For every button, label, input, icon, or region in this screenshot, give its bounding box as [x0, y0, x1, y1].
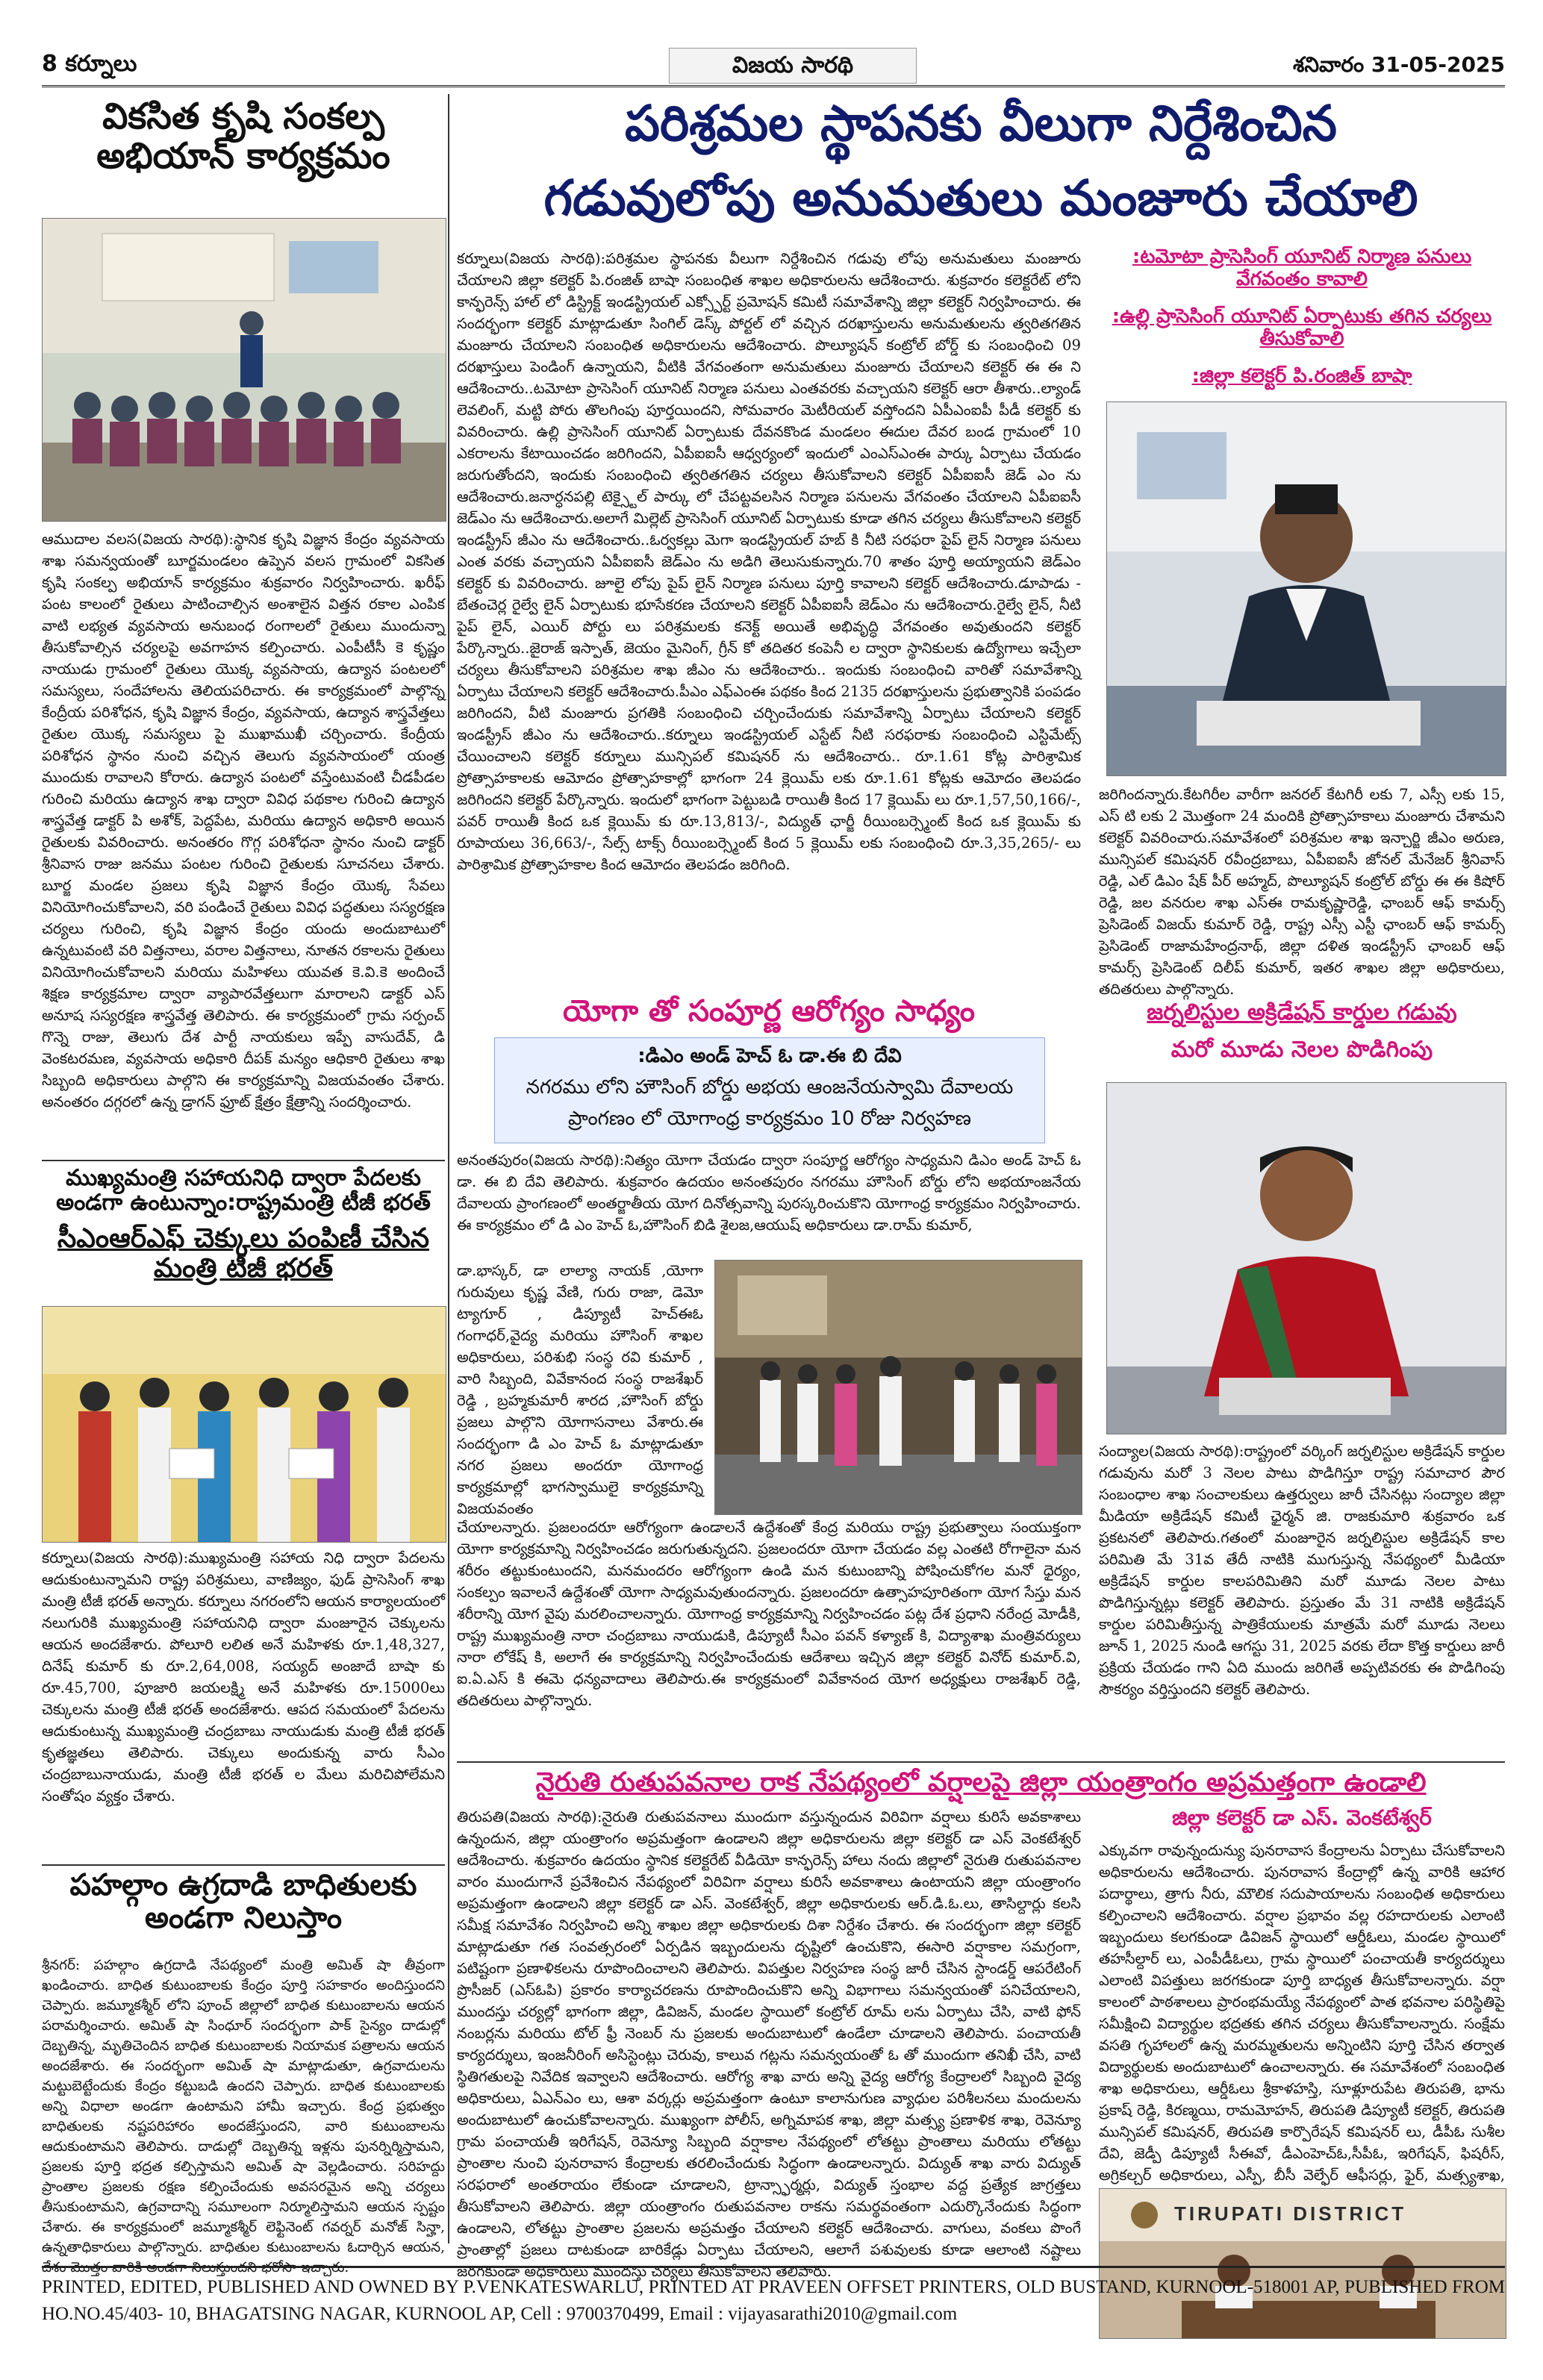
journalists-body: సంద్యాల(విజయ సారథి):రాష్ట్రంలో వర్కింగ్ జర్నలిస్టుల అక్రిడేషన్ కార్డుల గడువును మరో 3 నెలల పాటు పొడిగిస్తూ రాష్ట్ర సమాచార పౌర సంబంధాల శాఖ సంచాలకులు ఉత్తర్వులు జారీ చేసినట్లు సంద్యాల జిల్లా మీడియా అక్రిడేషన్ కమిటీ ఛైర్మన్ జి. రాజకుమారి శుక్రవారం ఒక ప్రకటనలో తెలిపారు.గతంలో మంజూరైన జర్నలిస్టుల అక్రిడేషన్ కాల పరిమితి మే 31వ తేదీ నాటికి ముగుస్తున్న నేపథ్యంలో మీడియా అక్రిడేషన్ కార్డుల కాలపరిమితిని మరో మూడు నెలల పాటు పొడిగిస్తున్నట్లు కలెక్టర్ తెలిపారు. ప్రస్తుతం మే 31 నాటికి అక్రిడేషన్ కార్డుల పరిమితీస్తున్న పాత్రికేయులకు మాత్రమే మరో మూడు నెలలు జూన్ 1, 2025 నుండి ఆగస్టు 31, 2025 వరకు లేదా కొత్త కార్డులు జారీ ప్రక్రియ చేయడం గాని ఏది ముందు జరిగితే అప్పటివరకు ఈ పొడిగింపు సౌకర్యం వర్తిస్తుందని కలెక్టర్ తెలిపారు.	[1099, 1443, 1505, 1698]
monsoon-subhead: జిల్లా కలెక్టర్ డా ఎస్. వెంకటేశ్వర్	[1172, 1805, 1432, 1830]
monsoon-body-left: తిరుపతి(విజయ సారథి):నైరుతి రుతుపవనాలు ముందుగా వస్తున్నందున విరివిగా వర్షాలు కురిసే అవకాశాలు ఉన్నందున, జిల్లా యంత్రాంగం అప్రమత్తంగా ఉండాలని జిల్లా అధికారులను జిల్లా కలెక్టర్ డా ఎస్ వెంకటేశ్వర్ ఆదేశించారు. శుక్రవారం ఉదయం స్థానిక కలెక్టరేట్ వీడియో కాన్ఫరెన్స్ హాలు నందు జిల్లాలో నైరుతి రుతుపవనాల వారం ముందుగానే ప్రవేశించిన నేపథ్యంలో విరివిగా వర్షాలు కురిసే అవకాశాలు ఉంటాయని జిల్లా యంత్రాంగం అప్రమత్తంగా ఉండాలని జిల్లా కలెక్టర్ డా ఎస్. వెంకటేశ్వర్, జిల్లా అధికారులకు ఆర్.డి.ఓ.లు, తాసిల్దార్లు కలసి సమీక్ష సమావేశం నిర్వహించి అన్ని శాఖల జిల్లా అధికారులకు దిశా నిర్దేశం చేశారు. ఈ సందర్భంగా జిల్లా కలెక్టర్ మాట్లాడుతూ గత సంవత్సరంలో ఏర్పడిన ఇబ్బందులను దృష్టిలో ఉంచుకొని, ఈసారి వర్షాకాల సమగ్రంగా, పటిష్టంగా ప్రణాళికలను రూపొందించాలని తెలిపారు. విపత్తుల నిర్వహణ సంస్థ జారీ చేసిన స్టాండర్డ్ ఆపరేటింగ్ ప్రొసీజర్ (ఎస్ఓపి) ప్రకారం కార్యాచరణను రూపొందించుకొని అన్ని విభాగాలు సమన్వయంతో పనిచేయాలని, ముందస్తు చర్యల్లో భాగంగా జిల్లా, డివిజన్, మండల స్థాయిలో కంట్రోల్ రూమ్ లను ఏర్పాటు చేసి, వాటి ఫోన్ నంబర్లను మరియు టోల్ ఫ్రీ నెంబర్ ను ప్రజలకు అందుబాటులో ఉండేలా చూడాలని తెలిపారు. పంచాయతీ కార్యదర్శులు, ఇంజనీరింగ్ అసిస్టెంట్లు చెరువు, కాలువ గట్లను సమన్వయంతో ఓ తో ముందుగా తనిఖీ చేసి, వాటి స్థితిగతులపై నివేదిక ఇవ్వాలని ఆదేశించారు. ఆరోగ్య శాఖ వారు అన్ని వైద్య ఆరోగ్య కేంద్రాలలో సిబ్బంది వైద్య అధికారులు, ఏఎన్ఎం లు, ఆశా వర్కర్లు అప్రమత్తంగా ఉంటూ కాలానుగుణ వ్యాధుల పరిశీలనలు మందులను అందుబాటులో ఉంచుకోవాలన్నారు. ముఖ్యంగా పోలీస్, అగ్నిమాపక శాఖ, జిల్లా మత్స్య ప్రణాళిక శాఖ, రెవెన్యూ గ్రామ పంచాయతీ ఇరిగేషన్, రెవెన్యూ సిబ్బంది వర్షాకాల నేపథ్యంలో లోతట్టు ప్రాంతాలు మరియు లోతట్టు ప్రాంతాల నుంచి పునరావాస కేంద్రాలకు తరలించేందుకు సిద్ధంగా ఉండాలన్నారు. విద్యుత్ శాఖ వారు విద్యుత్ సరఫరాలో అంతరాయం లేకుండా చూడాలని, ట్రాన్స్ఫార్మర్లు, విద్యుత్ స్తంభాల వద్ద ప్రత్యేక జాగ్రత్తలు తీసుకోవాలని తెలిపారు. జిల్లా యంత్రాంగం రుతుపవనాల రాకను సమర్థవంతంగా ఎదుర్కొనేందుకు సిద్ధంగా ఉండాలని, లోతట్టు ప్రాంతాల ప్రజలను అప్రమత్తం చేయాలని కలెక్టర్ ఆదేశించారు. వాగులు, వంకలు పొంగే ప్రాంతాల్లో ప్రజలు దాటకుండా బారికేడ్లు ఏర్పాటు చేయాలని, ఆలాగే పశువులకు కూడా ఆలాంటి నష్టాలు జరగకుండా అధికారులు ముందస్తు చర్యలు తీసుకోవాలని తెలిపారు.	[457, 1808, 1081, 2280]
yoga-headline: యోగా తో సంపూర్ణ ఆరోగ్యం సాధ్యం	[562, 994, 976, 1028]
story3-body: శ్రీనగర్: పహల్గాం ఉగ్రదాడి నేపథ్యంలో మంత్రి అమిత్ షా తీవ్రంగా ఖండించారు. బాధిత కుటుంబాలకు కేంద్రం పూర్తి సహకారం అందిస్తుందని చెప్పారు. జమ్మూకశ్మీర్ లోని పూంచ్ జిల్లాలో బాధిత కుటుంబాలను ఆయన పరామర్శించారు. అమిత్ షా సింధూర్ సందర్భంగా పాక్ సైన్యం దాడుల్లో దెబ్బతిన్న, మృతిచెందిన బాధిత కుటుంబాలకు నియామక పత్రాలను ఆయన అందజేశారు. ఈ సందర్భంగా అమిత్ షా మాట్లాడుతూ, ఉగ్రవాదులను మట్టుబెట్టేందుకు కేంద్రం కట్టుబడి ఉందని చెప్పారు. బాధిత కుటుంబాలకు అన్ని విధాలా అండగా ఉంటామని హామీ ఇచ్చారు. కేంద్ర ప్రభుత్వం బాధితులకు నష్టపరిహారం అందజేస్తుందని, వారి కుటుంబాలను ఆదుకుంటామని తెలిపారు. దాడుల్లో దెబ్బతిన్న ఇళ్లను పునర్నిర్మిస్తామని, ప్రజలకు పూర్తి భద్రత కల్పిస్తామని అమిత్ షా వెల్లడించారు. సరిహద్దు ప్రాంతాల ప్రజలకు రక్షణ కల్పించేందుకు అవసరమైన అన్ని చర్యలు తీసుకుంటామని, ఉగ్రవాదాన్ని సమూలంగా నిర్మూలిస్తామని ఆయన స్పష్టం చేశారు. ఈ కార్యక్రమంలో జమ్మూకశ్మీర్ లెఫ్టినెంట్ గవర్నర్ మనోజ్ సిన్హా, ఉన్నతాధికారులు పాల్గొన్నారు. బాధితుల కుటుంబాలను ఓదార్చిన ఆయన, దేశం మొత్తం వారికి అండగా నిలుస్తుందని భరోసా ఇచ్చారు.	[42, 1958, 445, 2276]
yoga-box-line3: ప్రాంగణం లో యోగాంధ్ర కార్యక్రమం 10 రోజు నిర్వహణ	[567, 1108, 971, 1130]
yoga-box-line2: నగరము లోని హౌసింగ్ బోర్డు అభయ ఆంజనేయస్వామి దేవాలయ	[526, 1076, 1014, 1099]
yoga-photo	[714, 1260, 1082, 1515]
page-label: 8 కర్నూలు	[42, 51, 137, 77]
tirupati-sign: TIRUPATI DISTRICT	[1174, 2202, 1407, 2225]
yoga-box	[494, 1037, 1045, 1143]
issue-date: శనివారం 31-05-2025	[1292, 52, 1505, 77]
story2-headline-top: ముఖ్యమంత్రి సహాయనిధి ద్వారా పేదలకు అండగా ఉంటున్నాం:రాష్ట్రమంత్రి టీజీ భరత్	[56, 1165, 431, 1216]
official-portrait-image	[1107, 1083, 1506, 1434]
right-rule	[457, 1761, 1505, 1763]
monsoon-body-right: ఎక్కువగా రావున్నందున్యు పునరావాస కేంద్రాలను ఏర్పాటు చేసుకోవాలని అధికారులను ఆదేశించారు. పునరావాస కేంద్రాల్లో ఉన్న వారికి ఆహార పదార్థాలు, త్రాగు నీరు, మౌలిక సదుపాయాలను సంబంధిత అధికారులు కల్పించాలని ఆదేశించారు. వర్షాల ప్రభావం వల్ల రహదారులకు ఎలాంటి ఇబ్బందులు కలగకుండా డివిజన్ స్థాయిలో ఆర్డీఓలు, మండల స్థాయిలో తహసీల్దార్ లు, ఎంపీడీఓలు, గ్రామ స్థాయిలో పంచాయతీ కార్యదర్శులు ఎలాంటి విపత్తులు జరగకుండా పూర్తి బాధ్యత తీసుకోవాలన్నారు. వర్షా కాలంలో పాఠశాలలు ప్రారంభమయ్యే నేపథ్యంలో పాత భవనాల పరిస్థితిపై సమీక్షించి విద్యార్థుల భద్రతకు తగిన చర్యలు తీసుకోవాలన్నారు. సంక్షేమ వసతి గృహాలలో ఉన్న మరమ్మతులను అన్నింటిని పూర్తి చేసిన తర్వాత విద్యార్థులకు అందుబాటులో ఉంచాలన్నారు. ఈ సమావేశంలో సంబంధిత శాఖ అధికారులు, ఆర్డీఓలు శ్రీకాళహస్తి, సూళ్లూరుపేట తిరుపతి, భాను ప్రకాష్ రెడ్డి, కిరణ్మయి, రామమోహన్, తిరుపతి డిప్యూటీ కలెక్టర్, తిరుపతి మున్సిపల్ కమిషనర్, తిరుపతి కార్పొరేషన్ కమిషనర్ లు, డీపీఓ సుశీల దేవి, జెడ్పీ డిప్యూటీ సీఈవో, డీఎంహెచ్ఓ,సీపీఓ, ఇరిగేషన్, ఫిషరీస్, అగ్రికల్చర్ అధికారులు, ఎస్పీ, బీసీ వెల్ఫేర్ ఆఫీసర్లు, ఫైర్, మత్స్యశాఖ,	[1099, 1842, 1505, 2184]
right-column	[457, 90, 1505, 2280]
monsoon-headline: నైరుతి రుతుపవనాల రాక నేపథ్యంలో వర్షాలపై జిల్లా యంత్రాంగం అప్రమత్తంగా ఉండాలి	[535, 1767, 1427, 1798]
story1-headline: వికసిత కృషి సంకల్ప అభియాన్ కార్యక్రమం	[96, 96, 390, 177]
imprint-footer: PRINTED, EDITED, PUBLISHED AND OWNED BY P.VENKATESWARLU, PRINTED AT PRAVEEN OFFSET PRINTERS, OLD BUSTAND, KURNOOL-518001 AP, PUBLISHED FROM HO.NO.45/403- 10, BHAGATSING NAGAR, KURNOOL AP, Cell : 9700370499, Email : vijayasarathi2010@gmail.com	[42, 2266, 1505, 2328]
journalists-photo	[1106, 1082, 1506, 1434]
collector-portrait-image	[1107, 402, 1506, 775]
yoga-body-top: అనంతపురం(విజయ సారథి):నిత్యం యోగా చేయడం ద్వారా సంపూర్ణ ఆరోగ్యం సాధ్యమని డిఎం అండ్ హెచ్ ఓ డా. ఈ బి దేవి తెలిపారు. శుక్రవారం ఉదయం అనంతపురం నగరము హౌసింగ్ బోర్డు లోని అభయాంజనేయ దేవాలయ ప్రాంగణంలో అంతర్జాతీయ యోగ దినోత్సవాన్ని పురస్కరించుకొని యోగాంధ్ర కార్యక్రమం నిర్వహించారు. ఈ కార్యక్రమం లో డి ఎం హెచ్ ఓ,హౌసింగ్ బిడి శైలజ,ఆయుష్ అధికారులు డా.రామ్ కుమార్,	[457, 1152, 1081, 1234]
story2-headline-main: సీఎంఆర్ఎఫ్ చెక్కులు పంపిణీ చేసిన మంత్రి టీజీ భరత్	[57, 1223, 429, 1284]
farmers-meeting-image	[43, 219, 446, 521]
masthead: విజయ సారథి	[669, 48, 917, 84]
journalists-headline-1: జర్నలిస్టుల అక్రిడేషన్ కార్డుల గడువు	[1147, 999, 1457, 1025]
lead-headline-line2: గడువులోపు అనుమతులు మంజూరు చేయాలి	[543, 169, 1418, 227]
cheque-distribution-image	[43, 1307, 446, 1542]
yoga-body-bottom: చేయాలన్నారు. ప్రజలందరూ ఆరోగ్యంగా ఉండాలనే ఉద్దేశంతో కేంద్ర మరియు రాష్ట్ర ప్రభుత్వాలు సంయుక్తంగా యోగా కార్యక్రమాన్ని నిర్వహించడం జరుగుతున్నదని. ప్రజలందరూ యోగా చేయడం వల్ల ఎంతటి రోగాలైనా మన శరీరం తట్టుకుంటుందని, మనమందరం ఆరోగ్యంగా ఉండి మన కుటుంబాన్ని పోషించుకోగల మనో ధైర్యం, సంకల్పం ఇవాలనే ఉద్దేశంతో యోగా సాధ్యమవుతుందన్నారు. ప్రజలందరూ ఉత్సాహపూరితంగా యోగ సేస్తు మన శరీరాన్ని యోగ వైపు మరలించాలన్నారు. యోగాంధ్ర కార్యక్రమాన్ని నిర్వహించడం పట్ల దేశ ప్రధాని నరేంద్ర మోడీకి, రాష్ట్ర ముఖ్యమంత్రి నారా చంద్రబాబు నాయుడుకి, డిప్యూటీ సీఎం పవన్ కళ్యాణ్ కి, విద్యాశాఖ మంత్రివర్యులు నారా లోకేష్ కి, అలాగే ఈ కార్యక్రమాన్ని నిర్వహించేందుకు ఆదేశాలు ఇచ్చిన జిల్లా కలెక్టర్ వినోద్ కుమార్.వి, ఐ.ఏ.ఎస్ కి ఈమె ధన్యవాదాలు తెలిపారు.ఈ కార్యక్రమంలో వివేకానంద యోగ అధ్యక్షులు రాజశేఖర్ రెడ్డి, తదితరులు పాల్గొన్నారు.	[457, 1519, 1081, 1709]
left-rule-1	[42, 1160, 445, 1161]
lead-subhead-1: :టమోటా ప్రాసెసింగ్ యూనిట్ నిర్మాణ పనులు వేగవంతం కావాలి	[1132, 246, 1472, 290]
lead-body: కర్నూలు(విజయ సారథి):పరిశ్రమల స్థాపనకు వీలుగా నిర్దేశించిన గడువు లోపు అనుమతులు మంజూరు చేయాలని జిల్లా కలెక్టర్ పి.రంజిత్ బాషా సంబంధిత శాఖల అధికారులను ఆదేశించారు. శుక్రవారం కలెక్టరేట్ లోని కాన్ఫరెన్స్ హాల్ లో డిస్ట్రిక్ట్ ఇండస్ట్రియల్ ఎక్స్పోర్ట్ ప్రమోషన్ కమిటీ సమావేశాన్ని జిల్లా కలెక్టర్ నిర్వహించారు. ఈ సందర్భంగా కలెక్టర్ మాట్లాడుతూ సింగిల్ డెస్క్ పోర్టల్ లో వచ్చిన దరఖాస్తులను అనుమతులను త్వరితగతిన మంజూరు చేయాలని సంబంధిత అధికారులను ఆదేశించారు. పొల్యూషన్ కంట్రోల్ బోర్డ్ కు సంబంధించి 09 దరఖాస్తులు పెండింగ్ ఉన్నాయని, వీటికి వేగవంతంగా అనుమతులు మంజూరు చేయాలని కలెక్టర్ ఈ ఈ ని ఆదేశించారు..టమోటా ప్రాసెసింగ్ యూనిట్ నిర్మాణ పనులు ఎంతవరకు వచ్చాయని కలెక్టర్ ఆరా తీశారు..ల్యాండ్ లెవలింగ్, మట్టి పోరు తొలగింపు పూర్తయిందని, సోమవారం మెటీరియల్ వస్తోందని ఏపీఎంఐపీ పీడీ కలెక్టర్ కు వివరించారు. ఉల్లి ప్రాసెసింగ్ యూనిట్ ఏర్పాటుకు దేవనకొండ మండలం ఈదుల దేవర బండ గ్రామంలో 10 ఎకరాలను కేటాయించడం జరిగిందని, ఏపీఐఐసీ ఆధ్వర్యంలో ఇందులో ఎంఎస్ఎంఈ పార్కు ఏర్పాటు చేయడం జరుగుతోందని, ఇందుకు సంబంధించి త్వరితగతిన చర్యలు తీసుకోవాలని కలెక్టర్ ఏపీఐఐసీ జెడ్ ఎం ను ఆదేశించారు.జనార్ధనపల్లి టెక్స్టైల్ పార్కు లో చేపట్టవలసిన నిర్మాణ పనులను వేగవంతం చేయాలని ఏపీఐఐసీ జెడ్ఎం ను ఆదేశించారు.అలాగే మిల్లెట్ ప్రాసెసింగ్ యూనిట్ ఏర్పాటుకు కూడా తగిన చర్యలు తీసుకోవాలని కలెక్టర్ ఇండస్ట్రీస్ జీఎం ను ఆదేశించారు..ఓర్వకల్లు మెగా ఇండస్ట్రియల్ హబ్ కి నీటి సరఫరా పైప్ లైన్ నిర్మాణ పనులు ఎంత వరకు వచ్చాయని ఏపీఐఐసీ జెడ్ఎం ను అడిగి తెలుసుకున్నారు.70 శాతం పూర్తి అయ్యాయని జెడ్ఎం కలెక్టర్ కు వివరించారు. జూలై లోపు పైప్ లైన్ నిర్మాణ పనులు పూర్తి కావాలని కలెక్టర్ ఆదేశించారు.డూపాడు - బేతంచెర్ల రైల్వే లైన్ ఏర్పాటుకు భూసేకరణ చేయాలని కలెక్టర్ ఏపీఐఐసీ జెడ్ఎం ను ఆదేశించారు.రైల్వే లైన్, నీటి పైప్ లైన్, ఎయిర్ పోర్టు లు పరిశ్రమలకు కనెక్ట్ అయితే అభివృద్ధి వేగవంతం అవుతుందని కలెక్టర్ పేర్కొన్నారు..జైరాజ్ ఇస్పాత్, జెయం మైనింగ్, గ్రీన్ కో తదితర కంపెనీ ల ద్వారా స్థానికులకు ఉద్యోగాలు ఇచ్చేలా చర్యలు తీసుకోవాలని పరిశ్రమల శాఖ జీఎం ను ఆదేశించారు.. ఇందుకు సంబంధించి వారితో సమావేశాన్ని ఏర్పాటు చేయాలని కలెక్టర్ ఆదేశించారు.పీఎం ఎఫ్ఎంఈ పథకం కింద 2135 దరఖాస్తులను ప్రభుత్వానికి పంపడం జరిగిందని, వీటి మంజూరు ప్రగతికి సంబంధించి చర్చించేందుకు సమావేశాన్ని ఏర్పాటు చేయాలని కలెక్టర్ ఇండస్ట్రీస్ జీఎం ను ఆదేశించారు..కర్నూలు ఇండస్ట్రియల్ ఎస్టేట్ నీటి సరఫరాకు సంబంధించి ఎస్టిమేట్స్ చేయించాలని కలెక్టర్ కర్నూలు మున్సిపల్ కమిషనర్ ను ఆదేశించారు.. రూ.1.61 కోట్ల పారిశ్రామిక ప్రోత్సాహకాలకు ఆమోదం ప్రోత్సాహకాల్లో భాగంగా 24 క్లెయిమ్ లకు రూ.1.61 కోట్లకు ఆమోదం తెలపడం జరిగిందని కలెక్టర్ పేర్కొన్నారు. ఇందులో భాగంగా పెట్టుబడి రాయితీ కింద 17 క్లెయిమ్ లు రూ.1,57,50,166/-, పవర్ రాయితీ కింద ఒక క్లెయిమ్ కు రూ.13,813/-, విద్యుత్ ఛార్జీ రీయింబర్స్మెంట్ కింద ఒక క్లెయిమ్ కు రూపాయలు 36,663/-, సేల్స్ టాక్స్ రీయింబర్స్మెంట్ కింద 5 క్లెయిమ్ లకు సంబంధించి రూ.3,35,265/- లు పారిశ్రామిక ప్రోత్సాహకాల కింద ఆమోదం తెలపడం జరిగింది.	[457, 250, 1081, 873]
column-divider	[448, 94, 449, 2243]
story2-photo	[42, 1306, 446, 1543]
collector-photo	[1106, 402, 1506, 776]
lead-subhead-3: :జిల్లా కలెక్టర్ పి.రంజిత్ బాషా	[1191, 365, 1412, 387]
lead-side-body: జరిగిందన్నారు.కేటగిరీల వారీగా జనరల్ కేటగిరీ లకు 7, ఎస్సీ లకు 15, ఎస్ టి లకు 2 మొత్తంగా 24 మందికి ప్రోత్సాహకాలు మంజూరు చేశామని కలెక్టర్ వివరించారు.సమావేశంలో పరిశ్రమల శాఖ ఇన్చార్జి జీఎం అరుణ, మున్సిపల్ కమిషనర్ రవీంద్రబాబు, ఏపీఐఐసీ జోనల్ మేనేజర్ శ్రీనివాస్ రెడ్డి, ఎల్ డిఎం షేక్ పీర్ అహ్మద్, పొల్యూషన్ కంట్రోల్ బోర్డు ఈ ఈ కిషోర్ రెడ్డి, జల వనరుల శాఖ ఎస్ఈ రామకృష్ణారెడ్డి, ఛాంబర్ ఆఫ్ కామర్స్ ప్రెసిడెంట్ విజయ్ కుమార్ రెడ్డి, రాష్ట్ర ఎస్సీ ఎస్టీ ఛాంబర్ ఆఫ్ కామర్స్ ప్రెసిడెంట్ రాజామహేంద్రనాథ్, జిల్లా దళిత ఇండస్ట్రీస్ ఛాంబర్ ఆఫ్ కామర్స్ ప్రెసిడెంట్ దిలీప్ కుమార్, ఇతర శాఖల జిల్లా అధికారులు, తదితరులు పాల్గొన్నారు.	[1099, 786, 1505, 998]
lead-subhead-2: :ఉల్లి ప్రాసెసింగ్ యూనిట్ ఏర్పాటుకు తగిన చర్యలు తీసుకోవాలి	[1112, 305, 1492, 350]
left-column	[42, 90, 445, 2276]
journalists-headline-2: మరో మూడు నెలల పొడిగింపు	[1171, 1037, 1433, 1063]
story2-body: కర్నూలు(విజయ సారథి):ముఖ్యమంత్రి సహాయ నిధి ద్వారా పేదలను ఆదుకుంటున్నామని రాష్ట్ర పరిశ్రమలు, వాణిజ్యం, ఫుడ్ ప్రాసెసింగ్ శాఖ మంత్రి టీజీ భరత్ అన్నారు. కర్నూలు నగరంలోని ఆయన కార్యాలయంలో నలుగురికి ముఖ్యమంత్రి సహాయనిధి ద్వారా మంజూరైన చెక్కులను ఆయన అందజేశారు. పోలూరి లలిత అనే మహిళకు రూ.1,48,327, దినేష్ కుమార్ కు రూ.2,64,008, సయ్యద్ అంజాదే బాషా కు రూ.45,700, పూజారి జయలక్ష్మి అనే మహిళకు రూ.15000లు చెక్కులను మంత్రి టీజీ భరత్ అందజేశారు. ఆపద సమయంలో పేదలను ఆదుకుంటున్న ముఖ్యమంత్రి చంద్రబాబు నాయుడుకు మంత్రి టీజీ భరత్ కృతజ్ఞతలు తెలిపారు. చెక్కులు అందుకున్న వారు సీఎం చంద్రబాబునాయుడు, మంత్రి టీజీ భరత్ ల మేలు మరిచిపోలేమని సంతోషం వ్యక్తం చేశారు.	[42, 1549, 445, 1805]
yoga-event-image	[715, 1261, 1082, 1514]
page-header	[42, 48, 1505, 87]
lead-headline-line1: పరిశ్రమల స్థాపనకు వీలుగా నిర్దేశించిన	[625, 95, 1337, 152]
story3-headline: పహల్గాం ఉగ్రదాడి బాధితులకు అండగా నిలుస్తాం	[69, 1868, 417, 1935]
yoga-body-left: డా.భాస్కర్, డా లాల్యా నాయక్ ,యోగా గురువులు కృష్ణ వేణి, గురు రాజా, డెమో ట్యాగూర్ , డిప్యూటీ హెచ్ఈఓ గంగాధర్,వైద్య మరియు హౌసింగ్ శాఖల అధికారులు, పరిశుభి సంస్థ రవి కుమార్ , వారి సిబ్బంది, వివేకానంద సంస్థ రాజశేఖర్ రెడ్డి , బ్రహ్మకుమారీ శారద ,హౌసింగ్ బోర్డు ప్రజలు పాల్గొని యోగాసనాలు వేశారు.ఈ సందర్భంగా డి ఎం హెచ్ ఓ మాట్లాడుతూ నగర ప్రజలు అందరూ యోగాంధ్ర కార్యక్రమాల్లో భాగస్వాములై కార్యక్రమాన్ని విజయవంతం	[457, 1262, 703, 1517]
left-rule-2	[42, 1864, 445, 1866]
story1-photo	[42, 218, 446, 522]
story1-body: ఆముదాల వలస(విజయ సారథి):స్థానిక కృషి విజ్ఞాన కేంద్రం వ్యవసాయ శాఖ సమన్వయంతో బూర్జమండలం ఉప్పెన వలస గ్రామంలో వికసిత కృషి సంకల్ప అభియాన్ కార్యక్రమం శుక్రవారం నిర్వహించారు. ఖరీఫ్ పంట కాలంలో రైతులు పాటించాల్సిన అంశాలైన విత్తన రకాల ఎంపిక వాటి లభ్యత వ్యవసాయ అనుబంధ రంగాలలో రైతులు ముందున్నా తీసుకోవాల్సిన చర్యలపై అవగాహన కల్పించారు. ఎంపీటీసీ కె కృష్ణం నాయుడు గ్రామంలో రైతులు యొక్క వ్యవసాయ, ఉద్యాన పంటలలో సమస్యలు, సందేహాలను తెలియపరిచారు. ఈ కార్యక్రమంలో పాల్గొన్న కేంద్రీయ పరిశోధన, కృషి విజ్ఞాన కేంద్రం, వ్యవసాయ, ఉద్యాన శాస్త్రవేత్తలు రైతుల యొక్క సమస్యలు పై ముఖాముఖీ చర్చించారు. కేంద్రీయ పరిశోధన స్థానం నుంచి వచ్చిన తెలుగు వ్యవసాయంలో యంత్ర ముందుకు రావాలని కోరారు. ఉద్యాన పంటలో వస్తేంటువంటి చీడపీడల గురించి మరియు ఉద్యాన శాఖ ద్వారా వివిధ పథకాల గురించి ఉద్యాన శాస్త్రవేత్త డాక్టర్ పి అశోక్, పెద్దపేట, మరియు ఉద్యాన అధికారి అయిన రైతులకు వివరించారు. అనంతరం గొగ్గ పరిశోధనా స్థానం నుంచి డాక్టర్ శ్రీనివాస రాజు జనము పంటల గురించి రైతులకు సూచనలు చేశారు. బూర్జ మండల ప్రజలు కృషి విజ్ఞాన కేంద్రం యొక్క సేవలు వినియోగించుకోవాలని, వరి పండించే రైతులు వివిధ పద్ధతులు సస్యరక్షణ చర్యలు గురించి, కృషి విజ్ఞాన కేంద్రం యందు అందుబాటులో ఉన్నటువంటి వరి విత్తనాలు, వరాల విత్తనాలు, నూతన రకాలను రైతులు వినియోగించుకోవాలని మరియు మహిళలు యువత కె.వి.కె అందించే శిక్షణ కార్యక్రమాల ద్వారా వ్యాపారవేత్తలుగా మారాలని డాక్టర్ ఎస్ అనూష సస్యరక్షణ శాస్త్రవేత్త తెలిపారు. ఈ కార్యక్రమంలో గ్రామ సర్పంచ్ గొన్నె రాజు, తెలుగు దేశ పార్టీ నాయకులు ఇప్పే వాసుదేవ్, డి వెంకటరమణ, వ్యవసాయ అధికారి దీపక్ మన్యం ఆధికారి రైతులు శాఖ సిబ్బంది అధికారులు పాల్గొని ఈ కార్యక్రమాన్ని విజయవంతం చేశారు. అనంతరం దగ్గరలో ఉన్న డ్రాగన్ ఫ్రూట్ క్షేత్రం క్షేత్రాన్ని సందర్శించారు.	[42, 531, 445, 1111]
yoga-box-line1: :డిఎం అండ్ హెచ్ ఓ డా.ఈ బి దేవి	[638, 1045, 902, 1067]
